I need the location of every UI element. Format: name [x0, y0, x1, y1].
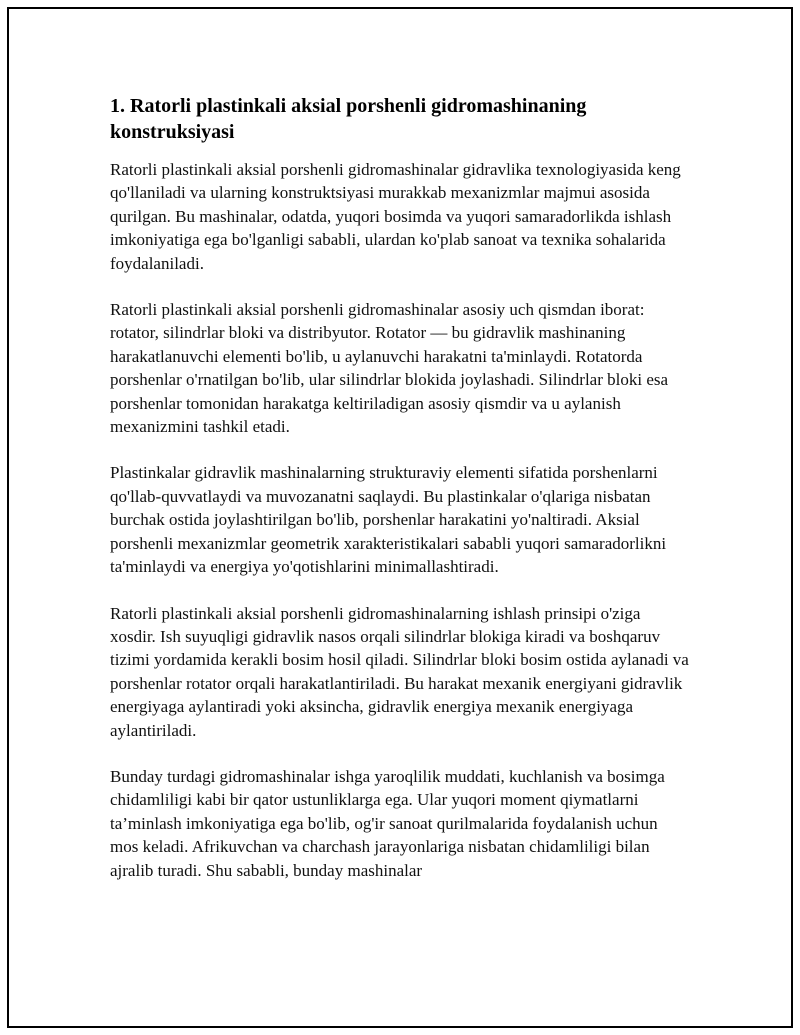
paragraph-3: Plastinkalar gidravlik mashinalarning strukturaviy elementi sifatida porshenlarni qo'llab-quvvatlaydi va muvozanatni saqlaydi. Bu plastinkalar o'qlariga nisbatan burchak ostida joylashtirilgan bo'lib, porshenlar harakatini yo'naltiradi. Aksial porshenli mexanizmlar geometrik xarakteristikalari sababli yuqori samaradorlikni ta'minlaydi va energiya yo'qotishlarini minimallashtiradi. [110, 463, 667, 577]
section-heading: 1. Ratorli plastinkali aksial porshenli gidromashinaning konstruksiyasi [110, 95, 587, 143]
paragraph-5: Bunday turdagi gidromashinalar ishga yaroqlilik muddati, kuchlanish va bosimga chidamliligi kabi bir qator ustunliklarga ega. Ular yuqori moment qiymatlarni ta’minlash imkoniyatiga ega bo'lib, og'ir sanoat qurilmalarida foydalanish uchun mos keladi. Afrikuvchan va charchash jarayonlariga nisbatan chidamliligi bilan ajralib turadi. Shu sababli, bunday mashinalar [110, 766, 665, 880]
paragraph-1: Ratorli plastinkali aksial porshenli gidromashinalar gidravlika texnologiyasida keng qo'llaniladi va ularning konstruktsiyasi murakkab mexanizmlar majmui asosida qurilgan. Bu mashinalar, odatda, yuqori bosimda va yuqori samaradorlikda ishlash imkoniyatiga ega bo'lganligi sababli, ulardan ko'plab sanoat va texnika sohalarida foydalaniladi. [110, 160, 681, 273]
paragraph-4: Ratorli plastinkali aksial porshenli gidromashinalarning ishlash prinsipi o'ziga xosdir. Ish suyuqligi gidravlik nasos orqali silindrlar blokiga kiradi va boshqaruv tizimi yordamida kerakli bosim hosil qiladi. Silindrlar bloki bosim ostida aylanadi va porshenlar rotator orqali harakatlantiriladi. Bu harakat mexanik energiyani gidravlik energiyaga aylantiradi yoki aksincha, gidravlik energiya mexanik energiyaga aylantiriladi. [110, 603, 689, 740]
paragraph-2: Ratorli plastinkali aksial porshenli gidromashinalar asosiy uch qismdan iborat: rotator, silindrlar bloki va distribyutor. Rotator — bu gidravlik mashinaning harakatlanuvchi elementi bo'lib, u aylanuvchi harakatni ta'minlaydi. Rotatorda porshenlar o'rnatilgan bo'lib, ular silindrlar blokida joylashadi. Silindrlar bloki esa porshenlar tomonidan harakatga keltiriladigan asosiy qismdir va u aylanish mexanizmini tashkil etadi. [110, 300, 669, 437]
document-body [110, 93, 690, 905]
